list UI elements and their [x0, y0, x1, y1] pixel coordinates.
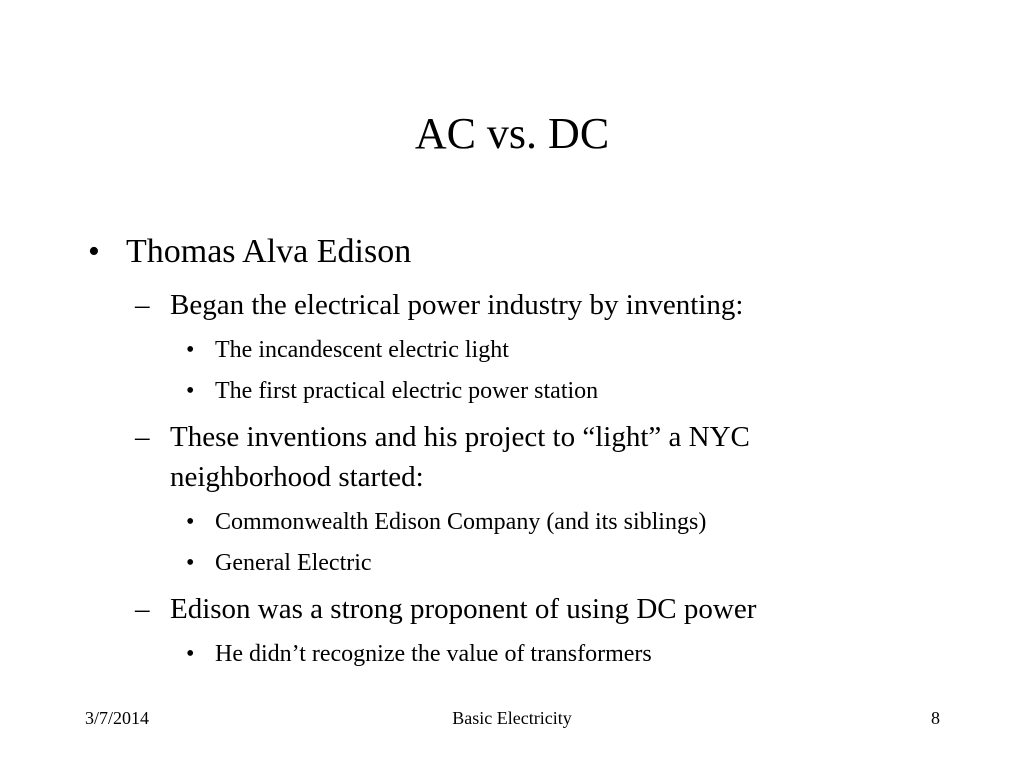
footer-page-number: 8: [931, 708, 940, 728]
dash-marker: –: [135, 593, 150, 625]
bullet-text: These inventions and his project to “light” a NYC neighborhood started:: [170, 421, 750, 493]
bullet-marker: •: [186, 337, 195, 363]
bullet-marker: •: [186, 509, 195, 535]
dash-marker: –: [135, 289, 150, 321]
bullet-text: General Electric: [215, 550, 372, 576]
footer-title: Basic Electricity: [452, 708, 572, 728]
bullet-text: The incandescent electric light: [215, 337, 509, 363]
bullet-text: Commonwealth Edison Company (and its siblings): [215, 509, 707, 535]
bullet-marker: •: [88, 233, 100, 270]
bullet-marker: •: [186, 378, 195, 404]
slide-title: AC vs. DC: [414, 109, 610, 158]
bullet-marker: •: [186, 550, 195, 576]
bullet-text: He didn’t recognize the value of transformers: [215, 641, 652, 667]
bullet-text: Edison was a strong proponent of using DC power: [170, 593, 757, 625]
footer-date: 3/7/2014: [85, 708, 150, 728]
bullet-text: Began the electrical power industry by inventing:: [170, 289, 744, 321]
bullet-marker: •: [186, 641, 195, 667]
bullet-text: Thomas Alva Edison: [126, 233, 412, 270]
bullet-text: The first practical electric power station: [215, 378, 599, 404]
dash-marker: –: [135, 421, 150, 453]
